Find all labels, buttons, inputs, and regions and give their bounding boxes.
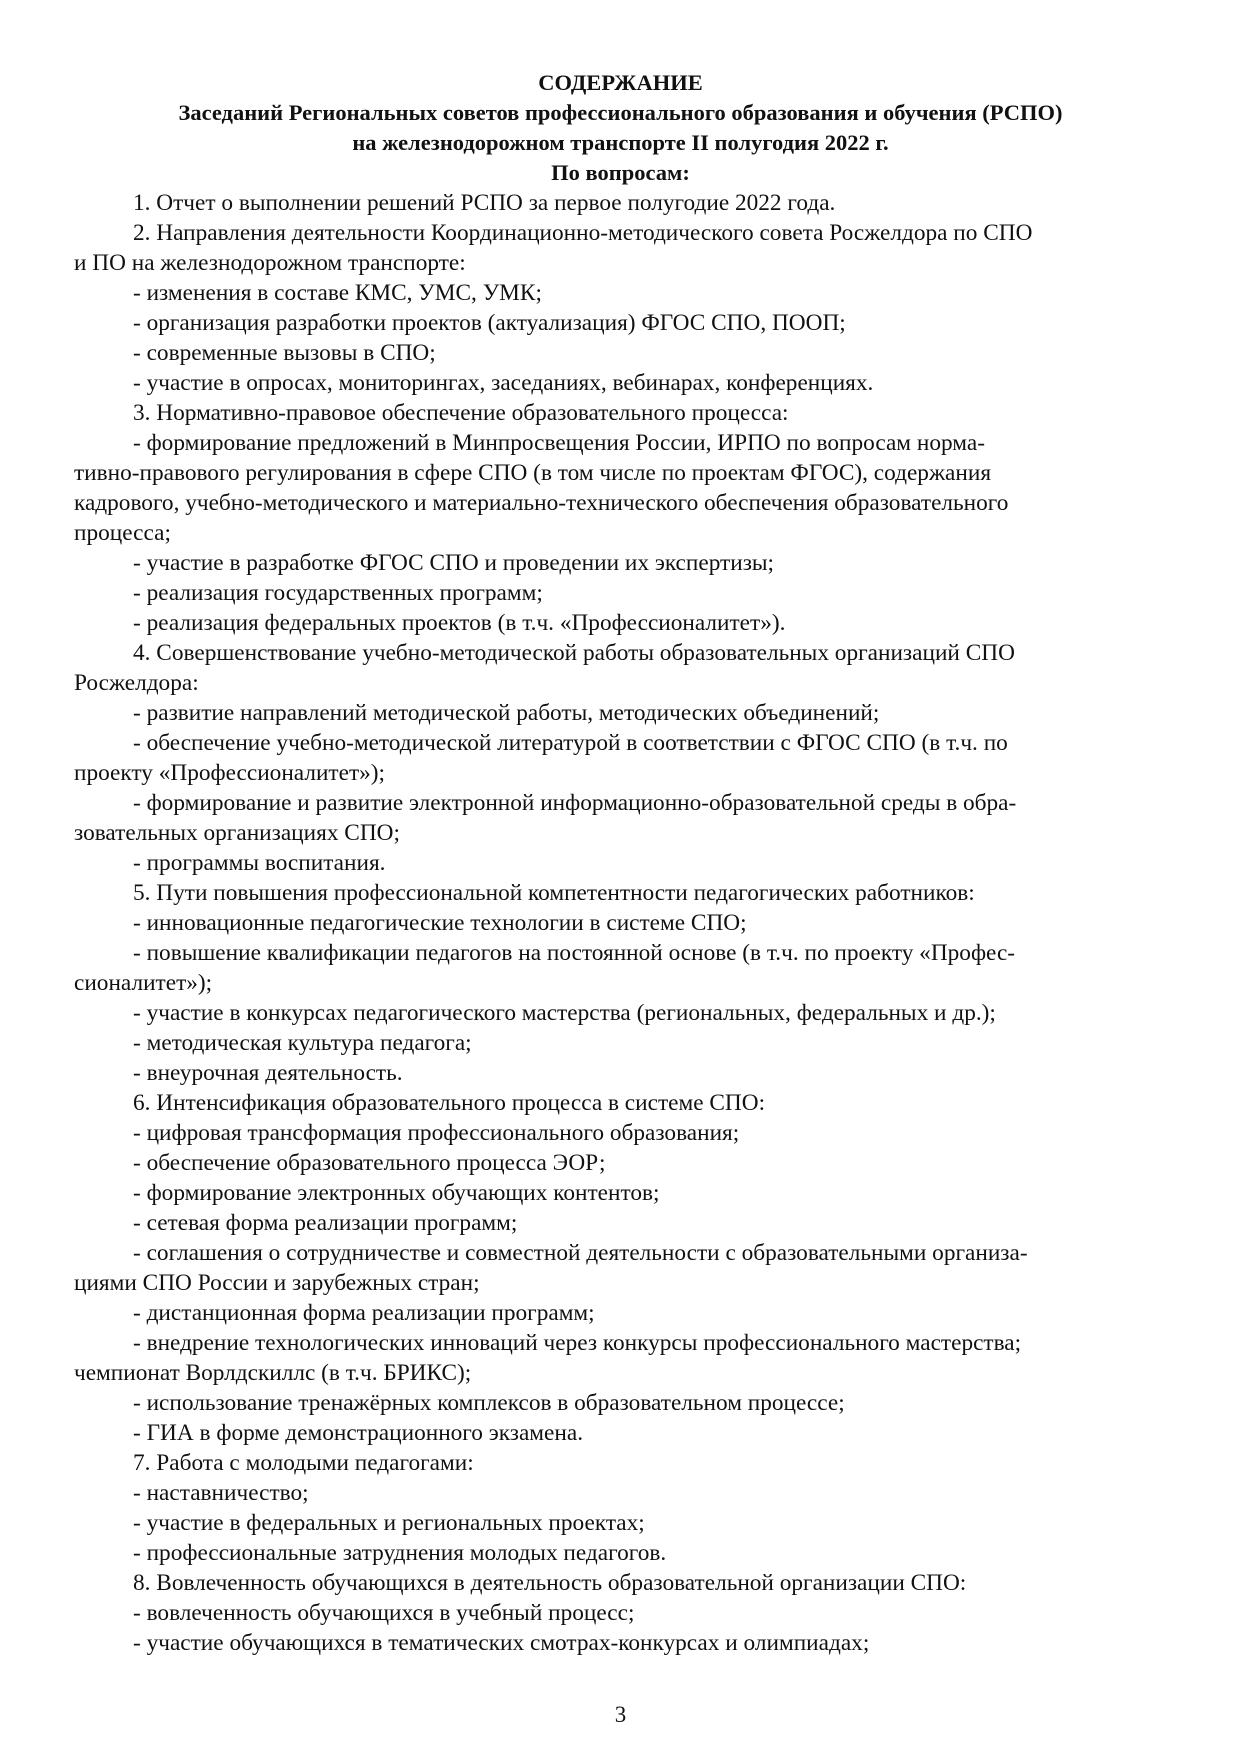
text-line: - обеспечение учебно-методической литературой в соответствии с ФГОС СПО (в т.ч. по [133, 730, 1008, 756]
text-line: - формирование предложений в Минпросвещения России, ИРПО по вопросам норма- [133, 430, 985, 456]
text-line: - формирование и развитие электронной информационно-образовательной среды в обра- [133, 790, 1017, 816]
text-line: - методическая культура педагога; [133, 1030, 472, 1056]
text-line: и ПО на железнодорожном транспорте: [74, 250, 466, 276]
text-line: 6. Интенсификация образовательного процесса в системе СПО: [133, 1090, 766, 1116]
text-line: - изменения в составе КМС, УМС, УМК; [133, 280, 542, 306]
document-body [74, 188, 1167, 1658]
text-line: - повышение квалификации педагогов на постоянной основе (в т.ч. по проекту «Профес- [133, 940, 1016, 966]
text-line: Росжелдора: [74, 670, 199, 696]
text-line: 4. Совершенствование учебно-методической работы образовательных организаций СПО [133, 640, 1015, 666]
text-line: - развитие направлений методической работы, методических объединений; [133, 700, 880, 726]
document-header [74, 68, 1167, 188]
text-line: 5. Пути повышения профессиональной компетентности педагогических работников: [133, 880, 975, 906]
page-number: 3 [614, 1702, 627, 1727]
text-line: - участие в конкурсах педагогического мастерства (региональных, федеральных и др.); [133, 1000, 996, 1026]
text-line: - вовлеченность обучающихся в учебный процесс; [133, 1600, 635, 1626]
text-line: процесса; [74, 520, 171, 546]
text-line: - участие в разработке ФГОС СПО и проведении их экспертизы; [133, 550, 775, 576]
text-line: зовательных организациях СПО; [74, 820, 400, 846]
text-line: 3. Нормативно-правовое обеспечение образовательного процесса: [133, 400, 789, 426]
text-line: - цифровая трансформация профессионального образования; [133, 1120, 740, 1146]
text-line: - организация разработки проектов (актуализация) ФГОС СПО, ПООП; [133, 310, 846, 336]
text-line: 2. Направления деятельности Координационно-методического совета Росжелдора по СПО [133, 220, 1033, 246]
text-line: - участие в опросах, мониторингах, заседаниях, вебинарах, конференциях. [133, 370, 874, 396]
text-line: - сетевая форма реализации программ; [133, 1210, 518, 1236]
text-line: кадрового, учебно-методического и материально-технического обеспечения образовательного [74, 490, 1009, 516]
text-line: - дистанционная форма реализации программ; [133, 1300, 595, 1326]
subtitle-line-3: По вопросам: [551, 160, 690, 185]
text-line: - инновационные педагогические технологии в системе СПО; [133, 910, 747, 936]
text-line: сионалитет»); [74, 970, 213, 996]
text-line: - профессиональные затруднения молодых педагогов. [133, 1540, 667, 1566]
text-line: - реализация федеральных проектов (в т.ч. «Профессионалитет»). [133, 610, 786, 636]
text-line: - современные вызовы в СПО; [133, 340, 436, 366]
text-line: 8. Вовлеченность обучающихся в деятельность образовательной организации СПО: [133, 1570, 967, 1596]
text-line: - формирование электронных обучающих контентов; [133, 1180, 660, 1206]
text-line: - наставничество; [133, 1480, 309, 1506]
text-line: - внеурочная деятельность. [133, 1060, 403, 1086]
text-line: - участие обучающихся в тематических смотрах-конкурсах и олимпиадах; [133, 1630, 870, 1656]
text-line: - обеспечение образовательного процесса ЭОР; [133, 1150, 606, 1176]
text-line: 7. Работа с молодыми педагогами: [133, 1450, 474, 1476]
subtitle-line-1: Заседаний Региональных советов профессионального образования и обучения (РСПО) [178, 100, 1063, 125]
text-line: - участие в федеральных и региональных проектах; [133, 1510, 645, 1536]
page-title: СОДЕРЖАНИЕ [538, 70, 703, 95]
text-line: проекту «Профессионалитет»); [74, 760, 386, 786]
text-line: - ГИА в форме демонстрационного экзамена. [133, 1420, 584, 1446]
text-line: тивно-правового регулирования в сфере СПО (в том числе по проектам ФГОС), содержания [74, 460, 992, 486]
text-line: 1. Отчет о выполнении решений РСПО за первое полугодие 2022 года. [133, 190, 836, 216]
subtitle-line-2: на железнодорожном транспорте II полугодия 2022 г. [352, 130, 889, 155]
text-line: - внедрение технологических инноваций через конкурсы профессионального мастерства; [133, 1330, 1022, 1356]
text-line: чемпионат Ворлдскиллс (в т.ч. БРИКС); [74, 1360, 472, 1386]
text-line: - программы воспитания. [133, 850, 386, 876]
text-line: - использование тренажёрных комплексов в образовательном процессе; [133, 1390, 845, 1416]
text-line: - соглашения о сотрудничестве и совместной деятельности с образовательными организа- [133, 1240, 1028, 1266]
text-line: циями СПО России и зарубежных стран; [74, 1270, 480, 1296]
text-line: - реализация государственных программ; [133, 580, 543, 606]
